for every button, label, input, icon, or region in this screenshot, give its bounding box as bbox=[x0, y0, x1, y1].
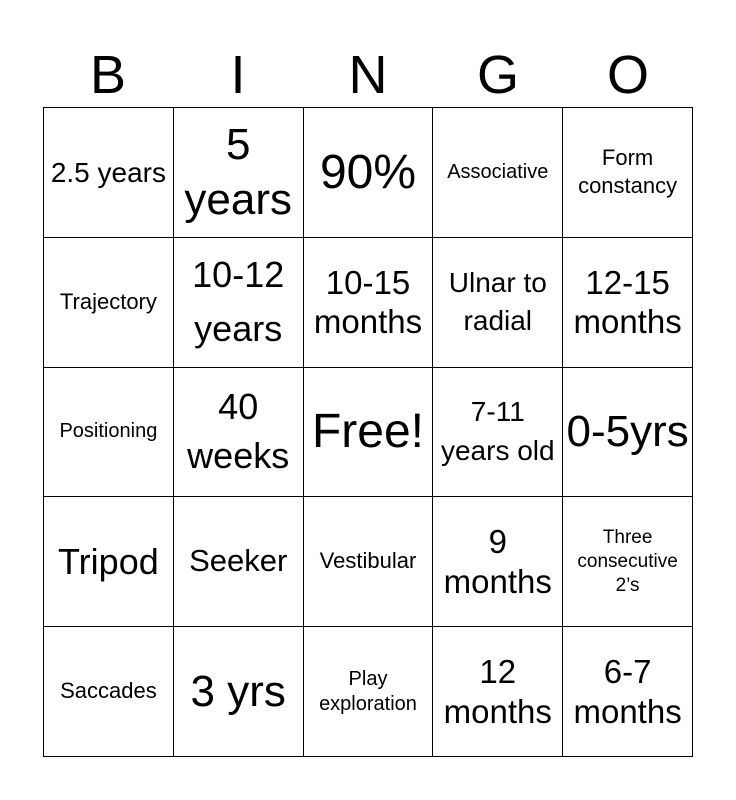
bingo-cell[interactable]: 7-11 years old bbox=[433, 368, 563, 498]
bingo-cell[interactable]: 10-15 months bbox=[304, 238, 434, 368]
bingo-cell[interactable]: 10-12 years bbox=[174, 238, 304, 368]
header-letter-o: O bbox=[606, 45, 649, 105]
header-letter-n: N bbox=[348, 45, 388, 105]
bingo-cell[interactable]: 12 months bbox=[433, 627, 563, 757]
bingo-cell[interactable]: 6-7 months bbox=[563, 627, 693, 757]
bingo-cell[interactable]: 9 months bbox=[433, 497, 563, 627]
bingo-cell[interactable]: Form constancy bbox=[563, 108, 693, 238]
bingo-cell[interactable]: 2.5 years bbox=[44, 108, 174, 238]
bingo-cell[interactable]: Play exploration bbox=[304, 627, 434, 757]
header-letter-g: G bbox=[476, 45, 519, 105]
bingo-cell[interactable]: 12-15 months bbox=[563, 238, 693, 368]
bingo-cell[interactable]: Positioning bbox=[44, 368, 174, 498]
bingo-cell[interactable]: 3 yrs bbox=[174, 627, 304, 757]
bingo-cell[interactable]: Seeker bbox=[174, 497, 304, 627]
bingo-board bbox=[43, 107, 693, 757]
bingo-cell[interactable]: Saccades bbox=[44, 627, 174, 757]
bingo-cell[interactable]: Associative bbox=[433, 108, 563, 238]
bingo-cell[interactable]: Free! bbox=[304, 368, 434, 498]
bingo-cell[interactable]: Three consecutive 2’s bbox=[563, 497, 693, 627]
bingo-cell[interactable]: Tripod bbox=[44, 497, 174, 627]
bingo-header bbox=[43, 44, 693, 106]
bingo-cell[interactable]: 90% bbox=[304, 108, 434, 238]
bingo-cell[interactable]: Ulnar to radial bbox=[433, 238, 563, 368]
bingo-cell[interactable]: 40 weeks bbox=[174, 368, 304, 498]
header-letter-i: I bbox=[230, 45, 246, 105]
bingo-cell[interactable]: 0-5yrs bbox=[563, 368, 693, 498]
bingo-cell[interactable]: Trajectory bbox=[44, 238, 174, 368]
bingo-cell[interactable]: 5 years bbox=[174, 108, 304, 238]
bingo-cell[interactable]: Vestibular bbox=[304, 497, 434, 627]
header-letter-b: B bbox=[89, 45, 127, 105]
